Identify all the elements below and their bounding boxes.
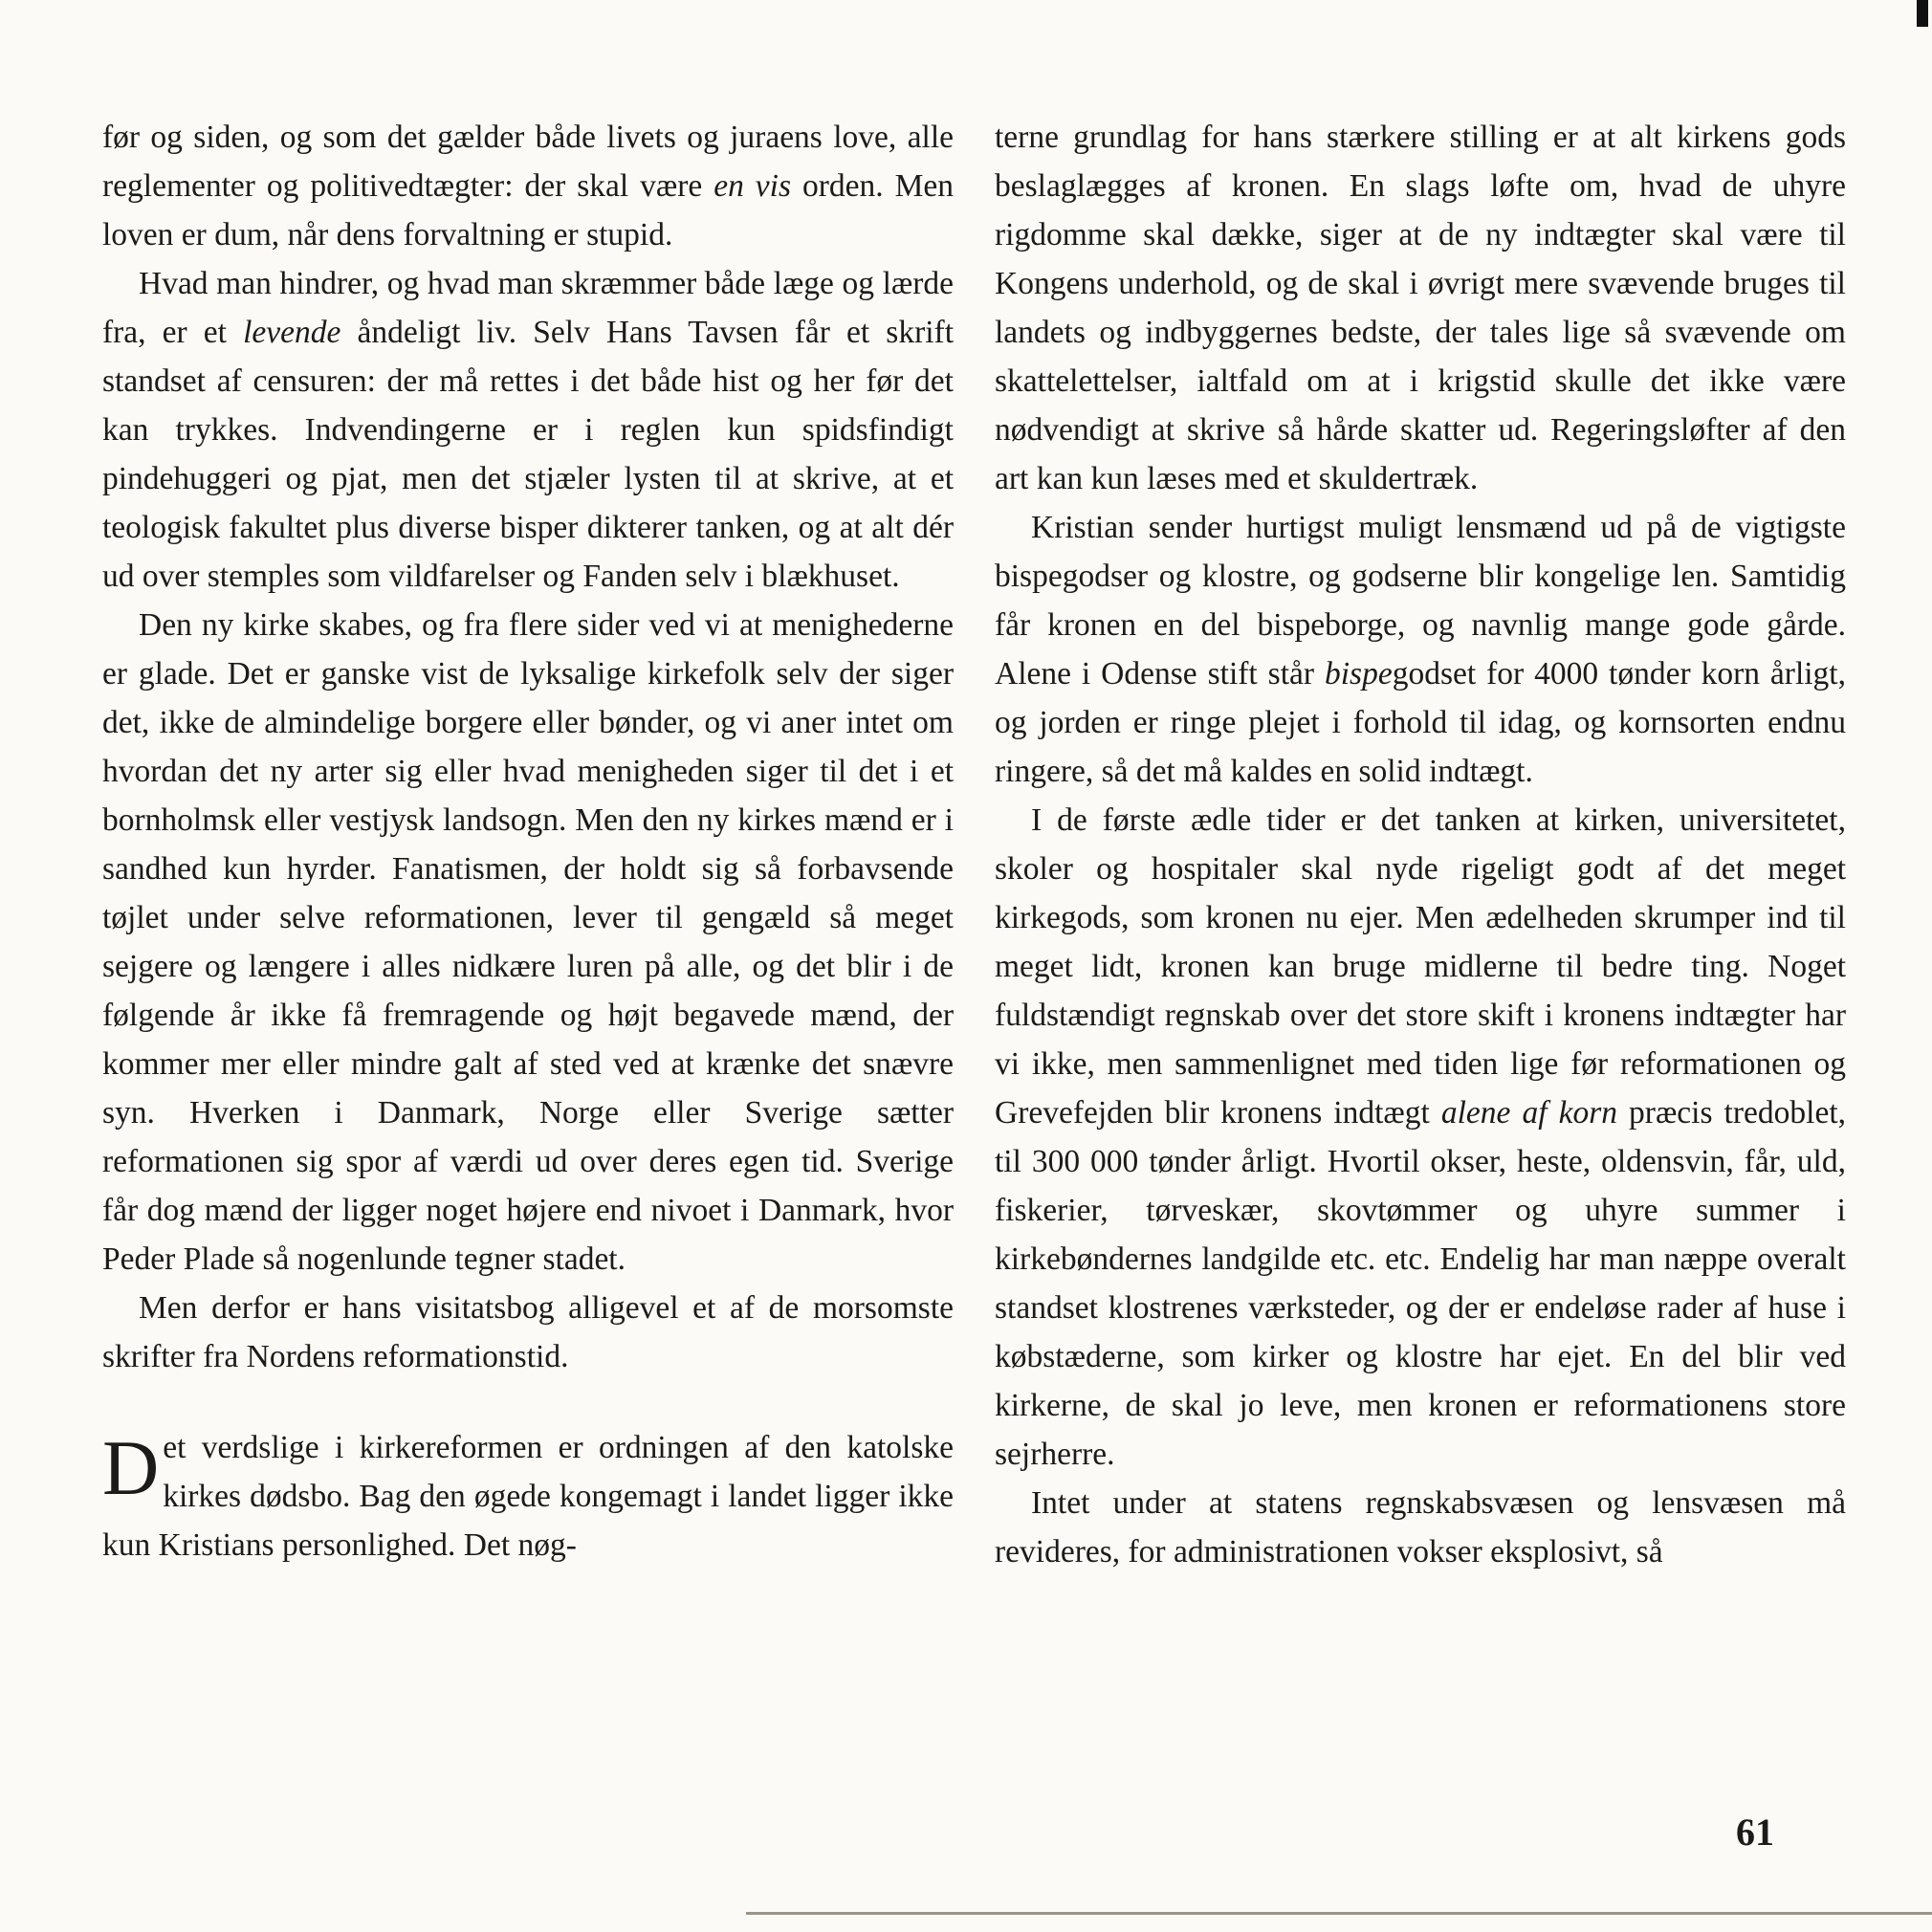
paragraph bbox=[102, 113, 954, 259]
text-run: I de første ædle tider er det tanken at kirken, universitetet, skoler og hospitaler skal nyde rigeligt godt af det meget kirkegods, som kronen nu ejer. Men ædelheden skrumper ind til meget lidt, kronen kan bruge midlerne til bedre ting. Noget fuldstændigt regnskab over det store skift i kronens indtægter har vi ikke, men sammenlignet med tiden lige før reformationen og Grevefejden blir kronens indtægt bbox=[995, 802, 1846, 1131]
italic-text: levende bbox=[243, 315, 341, 350]
italic-text: alene af korn bbox=[1440, 1095, 1617, 1131]
text-run: godset for 4000 tønder korn årligt, og jorden er ringe plejet i forhold til idag, og kornsorten endnu ringere, så det må kaldes en solid indtægt. bbox=[995, 656, 1846, 789]
text-run: orden. Men loven er dum, når dens forvaltning er stupid. bbox=[102, 168, 954, 252]
text-run: før og siden, og som det gælder både livets og juraens love, alle reglementer og politivedtægter: der skal være bbox=[102, 120, 954, 204]
drop-cap: D bbox=[102, 1424, 160, 1511]
right-column bbox=[995, 113, 1846, 1576]
italic-text: en vis bbox=[714, 168, 792, 204]
text-run: et verdslige i kirkereformen er ordningen af den katolske kirkes dødsbo. Bag den øgede kongemagt i landet ligger ikke kun Kristians personlighed. Det nøg- bbox=[102, 1430, 954, 1563]
text-run: åndeligt liv. Selv Hans Tavsen får et skrift standset af censuren: der må rettes i det både hist og her før det kan trykkes. Indvendingerne er i reglen kun spidsfindigt pindehuggeri og pjat, men det stjæler lysten til at skrive, at et teologisk fakultet plus diverse bisper dikterer tanken, og at alt dér ud over stemples som vildfarelser og Fanden selv i blækhuset. bbox=[102, 315, 954, 594]
page-number: 61 bbox=[1736, 1811, 1774, 1854]
paragraph: terne grundlag for hans stærkere stilling er at alt kirkens gods beslaglægges af kronen. En slags løfte om, hvad de uhyre rigdomme skal dække, siger at de ny indtægter skal være til Kongens underhold, og de skal i øvrigt mere svævende bruges til landets og indbyggernes bedste, der tales lige så svævende om skattelettelser, ialtfald om at i krigstid skulle det ikke være nødvendigt at skrive så hårde skatter ud. Regeringsløfter af den art kan kun læses med et skuldertræk. bbox=[995, 120, 1846, 496]
italic-text: bispe bbox=[1324, 656, 1393, 692]
paragraph bbox=[102, 259, 954, 601]
scan-edge-mark bbox=[1917, 0, 1928, 27]
paragraph bbox=[995, 796, 1846, 1479]
paragraph: Den ny kirke skabes, og fra flere sider ved vi at menighederne er glade. Det er ganske vist de lyksalige kirkefolk selv der siger det, ikke de almindelige borgere eller bønder, og vi aner intet om hvordan det ny arter sig eller hvad menigheden siger til det i et bornholmsk eller vestjysk landsogn. Men den ny kirkes mænd er i sandhed kun hyrder. Fanatismen, der holdt sig så forbavsende tøjlet under selve reformationen, lever til gengæld så meget sejgere og længere i alles nidkære luren på alle, og det blir i de følgende år ikke få fremragende og højt begavede mænd, der kommer mer eller mindre galt af sted ved at krænke det snævre syn. Hverken i Danmark, Norge eller Sverige sætter reformationen sig spor af værdi ud over deres egen tid. Sverige får dog mænd der ligger noget højere end nivoet i Danmark, hvor Peder Plade så nogenlunde tegner stadet. bbox=[102, 607, 954, 1277]
section-opening-paragraph bbox=[102, 1423, 954, 1570]
paragraph: Intet under at statens regnskabsvæsen og lensvæsen må revideres, for administrationen vokser eksplosivt, så bbox=[995, 1485, 1846, 1570]
scan-edge-line bbox=[746, 1912, 1932, 1915]
left-column bbox=[102, 113, 954, 1570]
paragraph: Men derfor er hans visitatsbog alligevel et af de morsomste skrifter fra Nordens reformationstid. bbox=[102, 1290, 954, 1374]
text-run: præcis tredoblet, til 300 000 tønder årligt. Hvortil okser, heste, oldensvin, får, uld, fiskerier, tørveskær, skovtømmer og uhyre summer i kirkebøndernes landgilde etc. etc. Endelig har man næppe overalt standset klostrenes værksteder, og der er endeløse rader af huse i købstæderne, som kirker og klostre har ejet. En del blir ved kirkerne, de skal jo leve, men kronen er reformationens store sejrherre. bbox=[995, 1095, 1846, 1472]
paragraph bbox=[995, 503, 1846, 796]
text-run: Hvad man hindrer, og hvad man skræmmer både læge og lærde fra, er et bbox=[102, 266, 954, 350]
text-run: Kristian sender hurtigst muligt lensmænd ud på de vigtigste bispegodser og klostre, og godserne blir kongelige len. Samtidig får kronen en del bispeborge, og navnlig mange gode gårde. Alene i Odense stift står bbox=[995, 510, 1846, 692]
